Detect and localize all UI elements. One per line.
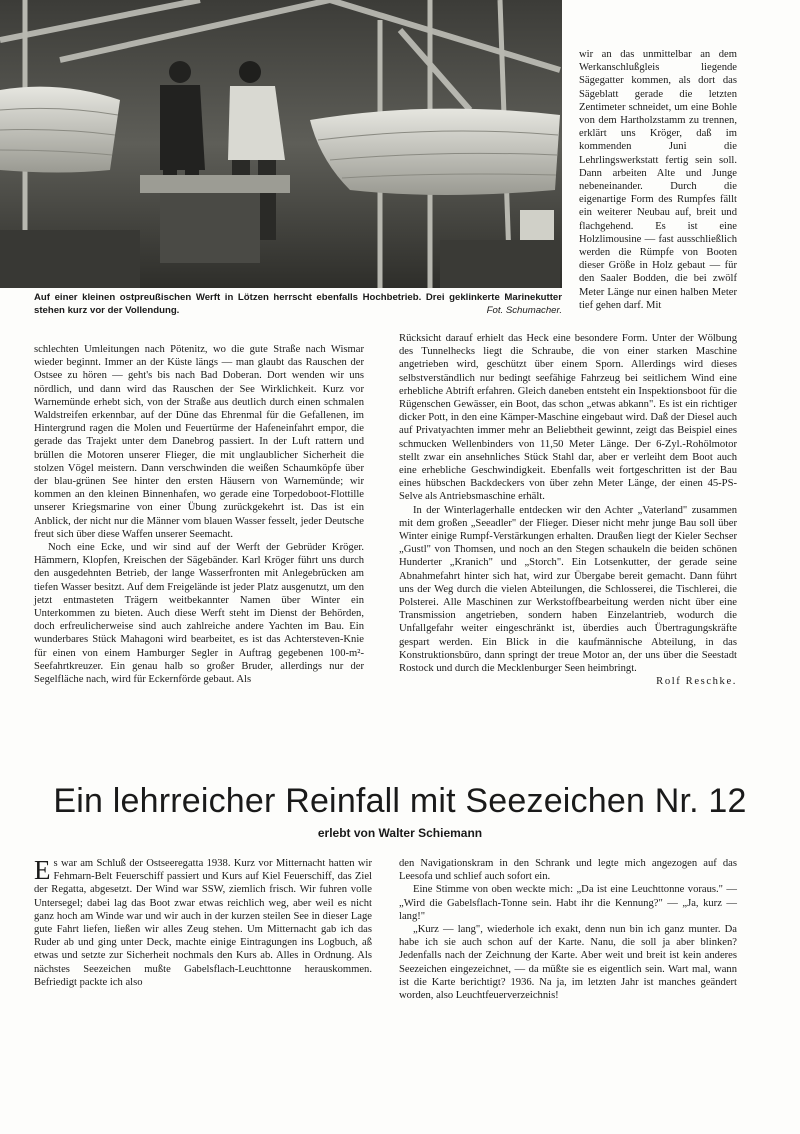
article2-paragraph-text: s war am Schluß der Ostseeregatta 1938. Kurz vor Mitternacht hatten wir Fehmarn-Belt Feuerschiff passiert und Kurs auf Kiel Feuerschiff, das Ziel der Regatta, abgesetzt. Der Wind war SSW, ziemlich frisch. Wir fuhren volle Untersegel; dabei lag das Boot zwar etwas reichlich weg, aber weil es nicht ganz hoch am Winde war und wir auch in der kurzen steilen See in dieser Lage gute Fahrt liefen, ließen wir alles Zeug stehen. Um Mitternacht gab ich das Ruder ab und ging unter Deck, machte einige Eintragungen ins Logbuch, aß etwas und setzte zur Sicherheit nochmals den Kurs ab. Alles in Ordnung. Als nächstes Seezeichen mußte Gabelsflach-Leuchttonne herauskommen. Befriedigt packte ich also	[34, 858, 372, 988]
article2-right-column	[399, 857, 737, 1002]
article1-paragraph: Noch eine Ecke, und wir sind auf der Werft der Gebrüder Kröger. Hämmern, Klopfen, Kreischen der Sägebänder. Karl Kröger führt uns durch den ausgedehnten Betrieb, der lange Wasserfronten mit Anlegebrücken am tiefen Wasser besitzt. Auf dem Freigelände ist jeder Platz ausgenutzt, um den jetzt entmasteten Trägern weitbekannter Namen über Winter ein Unterkommen zu bieten. Auch diese Werft steht im Dienst der Behörden, doch erfreulicherweise sind auch zahlreiche andere Yachten im Bau. Ein wunderbares Stück Mahagoni wird bearbeitet, es ist das Achtersteven-Knie für einen von einem Hamburger Segler in Auftrag gegebenen 100-m²-Seefahrtkreuzer. Ein genau halb so großer Bruder, allerdings nur der Segelfläche nach, wird für Eckernförde gebaut. Als	[34, 542, 364, 686]
drop-cap: E	[34, 855, 51, 885]
article2-byline: erlebt von Walter Schiemann	[317, 826, 483, 840]
article1-narrow-column: wir an das unmittelbar an dem Werkanschlußgleis liegende Sägegatter kommen, als dort das Sägeblatt gerade die letzten Zentimeter schneidet, um eine Bohle von dem Hartholzstamm zu trennen, erklärt uns Kröger, daß im kommenden Juni die Lehrlingswerkstatt fertig sein soll. Dann arbeiten Alte und Junge nebeneinander. Durch die eigenartige Form des Rumpfes fällt ein weiterer Neubau auf, breit und flachgehend. Es ist eine Holzlimousine — fast ausschließlich werden die Rümpfe von Booten dieser Größe in Holz gebaut — für den Saaler Bodden, die bei zwölf Meter Länge nur einen halben Meter tief gehen darf. Mit	[579, 49, 737, 311]
article2-left-column	[34, 857, 372, 989]
article1-paragraph: In der Winterlagerhalle entdecken wir den Achter „Vaterland" zusammen mit dem großen „Seeadler" der Flieger. Dieser nicht mehr junge Bau soll über Winter einige Rumpf-Verstärkungen erhalten. Draußen liegt der Kieler Sechser „Gustl" von Thomsen, und noch an den Stegen schaukeln die beiden schönen Hunderter „Kranich" und „Storch". Ein Lotsenkutter, der gerade seine Abnahmefahrt hinter sich hat, wird zur Übergabe bereit gemacht. Dann führt uns der Weg durch die vielen Abteilungen, die Schlosserei, die Tischlerei, die Polsterei. Alle Maschinen zur Werkstoffbearbeitung werden nicht über eine Transmission angetrieben, sondern haben Einzelantrieb, wodurch die Unfallgefahr weiter eingeschränkt ist, überdies auch Übertragungskräfte gespart werden. Ein Blick in die kaufmännische Abteilung, in das Konstruktionsbüro, dann springt der treue Motor an, der uns über die Seestadt Rostock und durch die Mecklenburger Seen heimbringt.	[399, 504, 737, 675]
photo-caption	[34, 292, 562, 317]
article2-paragraph: den Navigationskram in den Schrank und legte mich angezogen auf das Leesofa und schlief auch sofort ein.	[399, 858, 737, 883]
article1-paragraph: Rücksicht darauf erhielt das Heck eine besondere Form. Unter der Wölbung des Tunnelhecks liegt die Schraube, die von einer starken Maschine angetrieben wird, geschützt über einem Sporn. Allerdings wird dieses selbstverständlich nur bedingt seefähige Fahrzeug bei seitlichem Wind eine erhebliche Abtrift erfahren. Gleich daneben entsteht ein Inspektionsboot für die Rügenschen Gewässer, ein Boot, das schon „etwas abkann". Es ist ein richtiger dicker Pott, in den eine Kämper-Maschine eingebaut wird. Daß der Diesel auch auf Privatyachten immer mehr an Beliebtheit gewinnt, zeigt das Beispiel eines schmucken Wellenbinders von 11,50 Meter Länge. Der 6-Zyl.-Rohölmotor stellt zwar ein ansehnliches Stück Stahl dar, aber er verleiht dem Boot auch eine erhebliche Geschwindigkeit. Ebenfalls weit fortgeschritten ist der Bau eines hübschen Backdeckers von über zehn Meter Länge, der einen 45-PS-Selve als Antriebsmaschine erhält.	[399, 333, 737, 503]
article2-headline: Ein lehrreicher Reinfall mit Seezeichen Nr. 12	[53, 782, 747, 820]
article2-paragraph	[34, 857, 372, 989]
article2-paragraph: Eine Stimme von oben weckte mich: „Da ist eine Leuchttonne voraus." — „Wird die Gabelsflach-Tonne sein. Habt ihr die Kennung?" — „Ja, kurz — lang!"	[399, 884, 737, 922]
article1-right-column	[399, 333, 737, 688]
shipyard-photo-image	[0, 0, 562, 288]
author-signature: Rolf Reschke.	[656, 676, 737, 688]
article2-paragraph: „Kurz — lang", wiederhole ich exakt, denn nun bin ich ganz munter. Da habe ich sie auch schon auf der Karte. Nanu, die soll ja aber blinken? Jedenfalls nach der Zeichnung der Karte. Aber weit und breit ist kein anderes Seezeichen eingezeichnet, — da müßte sie es eigentlich sein. Wart mal, wann ist die Karte berichtigt? 1936. Na ja, im letzten Jahr ist manches geändert worden, also Leuchtfeuerverzeichnis!	[399, 924, 737, 1002]
article1-paragraph: schlechten Umleitungen nach Pötenitz, wo die gute Straße nach Wismar wieder beginnt. Immer an der Küste längs — man glaubt das Rauschen der Ostsee zu hören — geht's bis nach Bad Doberan. Dort wenden wir uns nördlich, und dann wird das Rauschen der See Wirklichkeit. Kurz vor Warnemünde erhebt sich, von der Straße aus deutlich durch einen schmalen Waldstreifen erkennbar, auf der Düne das Ehrenmal für die Gefallenen, im Hintergrund ragen die Molen und Feuertürme der Hafeneinfahrt empor, die gerade das Trajekt unter dem Danebrog passiert. In der Luft rattern und brüllen die Motoren unserer Flieger, die mit unglaublicher Sicherheit die stolzen Vögel meistern. Dann verschwinden die weißen Schaumköpfe über der blau-grünen See hinter den ersten Häusern von Warnemünde; wir kommen an den kleinen Binnenhafen, wo gerade eine Torpedoboot-Flottille unserer Kriegsmarine von einer Übung zurückgekehrt ist. Das ist ein Anblick, der nicht nur die Männer vom blauen Wasser fesselt, jeder Deutsche freut sich über diese Waffen unserer Seemacht.	[34, 344, 364, 540]
article1-left-column	[34, 343, 364, 686]
photo-credit: Fot. Schumacher.	[486, 304, 562, 316]
photo-caption-text: Auf einer kleinen ostpreußischen Werft in Lötzen herrscht ebenfalls Hochbetrieb. Drei geklinkerte Marinekutter stehen kurz vor der Vollendung.	[34, 292, 562, 316]
shipyard-photo	[0, 0, 562, 288]
